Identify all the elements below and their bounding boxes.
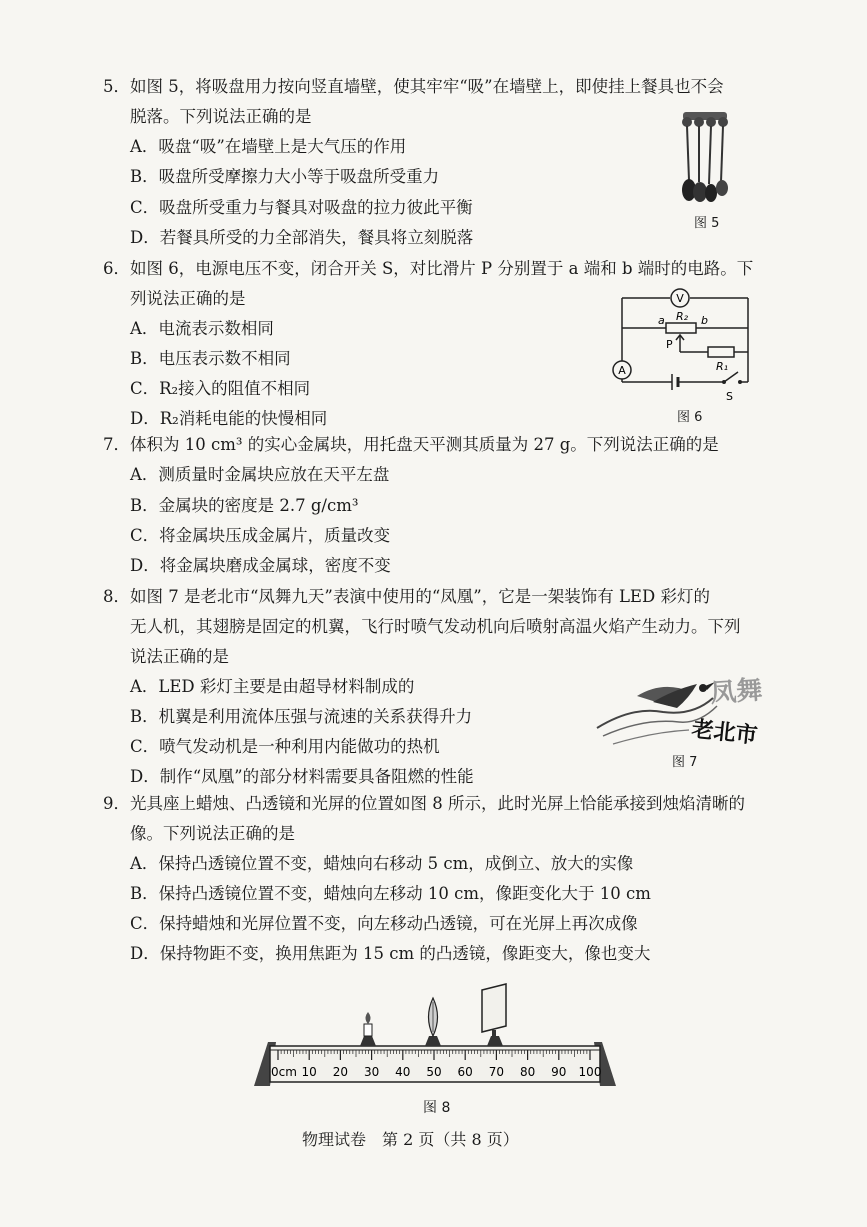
page-footer: 物理试卷 第 2 页（共 8 页） — [302, 1130, 519, 1149]
q6-option-d: D．R₂消耗电能的快慢相同 — [130, 409, 328, 428]
resistor-r1-label: R₁ — [716, 360, 729, 373]
ammeter-label: A — [618, 364, 626, 377]
q7-option-a: A．测质量时金属块应放在天平左盘 — [130, 465, 390, 484]
ruler-tick-label: 30 — [363, 1065, 380, 1079]
q6-stem-line2: 列说法正确的是 — [130, 289, 246, 308]
q5-stem-line2: 脱落。下列说法正确的是 — [130, 107, 312, 126]
ruler-tick-label: 60 — [457, 1065, 473, 1079]
logo-fengwu: 凤舞 — [709, 675, 764, 709]
switch-s-label: S — [726, 390, 733, 403]
q8-stem-line3: 说法正确的是 — [130, 647, 229, 666]
q9-stem-line2: 像。下列说法正确的是 — [130, 824, 295, 843]
ruler-tick-label: 0cm — [271, 1065, 297, 1079]
ruler-tick-label: 10 — [301, 1065, 317, 1079]
rheostat-b-label: b — [701, 314, 708, 327]
convex-lens — [425, 998, 441, 1046]
q8-stem-line1: 8．如图 7 是老北市“凤舞九天”表演中使用的“凤凰”，它是一架装饰有 LED 彩灯的 — [103, 587, 710, 606]
q5-stem-line1: 5．如图 5，将吸盘用力按向竖直墙壁，使其牢牢“吸”在墙壁上，即使挂上餐具也不会 — [103, 77, 724, 96]
figure-5-utensils — [675, 110, 735, 210]
rheostat-a-label: a — [658, 314, 665, 327]
q5-option-a: A．吸盘“吸”在墙壁上是大气压的作用 — [130, 137, 407, 156]
ruler-tick-label: 100 — [578, 1065, 602, 1079]
q7-option-d: D．将金属块磨成金属球，密度不变 — [130, 556, 391, 575]
ruler-tick-label: 70 — [488, 1065, 505, 1079]
ruler-tick-label: 90 — [551, 1065, 567, 1079]
figure-5-caption: 图 5 — [694, 216, 720, 231]
voltmeter-label: V — [676, 292, 684, 305]
figure-7-caption: 图 7 — [672, 755, 698, 770]
slider-p-label: P — [666, 338, 673, 351]
q7-option-c: C．将金属块压成金属片，质量改变 — [130, 526, 391, 545]
q7-option-b: B．金属块的密度是 2.7 g/cm³ — [130, 496, 359, 515]
q5-option-d: D．若餐具所受的力全部消失，餐具将立刻脱落 — [130, 228, 474, 247]
q9-option-b: B．保持凸透镜位置不变，蜡烛向左移动 10 cm，像距变化大于 10 cm — [130, 884, 651, 903]
q8-option-c: C．喷气发动机是一种利用内能做功的热机 — [130, 737, 440, 756]
q5-option-c: C．吸盘所受重力与餐具对吸盘的拉力彼此平衡 — [130, 198, 473, 217]
q6-option-a: A．电流表示数相同 — [130, 319, 274, 338]
q9-option-a: A．保持凸透镜位置不变，蜡烛向右移动 5 cm，成倒立、放大的实像 — [130, 854, 634, 873]
light-screen — [482, 984, 506, 1046]
ruler-tick-label: 40 — [395, 1065, 411, 1079]
figure-8-caption: 图 8 — [423, 1100, 451, 1116]
candle — [360, 1012, 376, 1046]
figure-7-phoenix — [593, 662, 773, 754]
q9-option-d: D．保持物距不变，换用焦距为 15 cm 的凸透镜，像距变大，像也变大 — [130, 944, 651, 963]
q9-stem-line1: 9．光具座上蜡烛、凸透镜和光屏的位置如图 8 所示，此时光屏上恰能承接到烛焰清晰的 — [103, 794, 745, 813]
figure-8-optical-bench — [250, 980, 620, 1092]
q8-option-d: D．制作“凤凰”的部分材料需要具备阻燃的性能 — [130, 767, 474, 786]
q6-stem-line1: 6．如图 6，电源电压不变，闭合开关 S，对比滑片 P 分别置于 a 端和 b 端时的电路。下 — [103, 259, 754, 278]
q6-option-b: B．电压表示数不相同 — [130, 349, 291, 368]
q8-option-b: B．机翼是利用流体压强与流速的关系获得升力 — [130, 707, 473, 726]
q7-stem-line1: 7．体积为 10 cm³ 的实心金属块，用托盘天平测其质量为 27 g。下列说法正确的是 — [103, 435, 719, 454]
q8-stem-line2: 无人机，其翅膀是固定的机翼，飞行时喷气发动机向后喷射高温火焰产生动力。下列 — [130, 617, 741, 636]
rheostat-r2-label: R₂ — [676, 310, 689, 323]
q8-option-a: A．LED 彩灯主要是由超导材料制成的 — [130, 677, 415, 696]
ruler-tick-label: 80 — [519, 1065, 536, 1079]
q5-option-b: B．吸盘所受摩擦力大小等于吸盘所受重力 — [130, 167, 440, 186]
ruler-tick-label: 50 — [426, 1065, 442, 1079]
q6-option-c: C．R₂接入的阻值不相同 — [130, 379, 311, 398]
logo-laobeishi: 老北市 — [690, 717, 759, 749]
figure-6-caption: 图 6 — [677, 410, 703, 425]
ruler-tick-label: 20 — [332, 1065, 349, 1079]
figure-6-circuit — [608, 286, 758, 406]
q9-option-c: C．保持蜡烛和光屏位置不变，向左移动凸透镜，可在光屏上再次成像 — [130, 914, 638, 933]
